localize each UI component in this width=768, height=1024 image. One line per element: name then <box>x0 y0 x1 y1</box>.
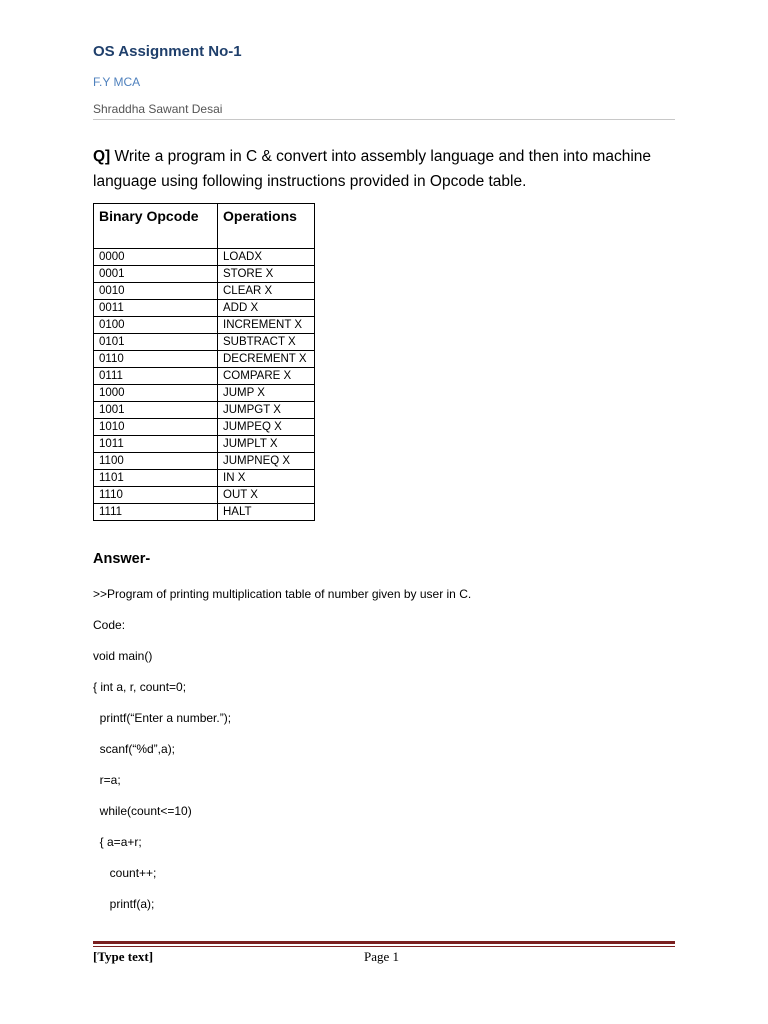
opcode-cell: 1111 <box>94 504 218 521</box>
code-line: void main() <box>93 649 153 663</box>
code-line: while(count<=10) <box>93 804 192 818</box>
operation-cell: HALT <box>218 504 315 521</box>
opcode-cell: 0000 <box>94 249 218 266</box>
code-label: Code: <box>93 618 126 632</box>
document-subtitle: F.Y MCA <box>93 75 141 89</box>
table-row <box>94 334 315 351</box>
page-number: Page 1 <box>364 949 400 964</box>
operation-cell: STORE X <box>218 266 315 283</box>
operation-cell: IN X <box>218 470 315 487</box>
operation-cell: INCREMENT X <box>218 317 315 334</box>
operation-cell: SUBTRACT X <box>218 334 315 351</box>
opcode-cell: 1010 <box>94 419 218 436</box>
column-header-operations: Operations <box>218 204 315 249</box>
opcode-cell: 1101 <box>94 470 218 487</box>
table-row <box>94 453 315 470</box>
answer-intro: >>Program of printing multiplication table of number given by user in C. <box>93 587 472 601</box>
table-row <box>94 402 315 419</box>
operation-cell: JUMPLT X <box>218 436 315 453</box>
opcode-cell: 0100 <box>94 317 218 334</box>
code-line: { int a, r, count=0; <box>93 680 187 694</box>
code-line: scanf(“%d”,a); <box>93 742 176 756</box>
document-author: Shraddha Sawant Desai <box>93 102 223 116</box>
question-text: Write a program in C & convert into assembly language and then into machine language using following instructions provided in Opcode table. <box>93 148 652 190</box>
opcode-table <box>93 203 315 521</box>
column-header-binary-opcode: Binary Opcode <box>94 204 218 249</box>
table-row <box>94 385 315 402</box>
operation-cell: JUMP X <box>218 385 315 402</box>
code-line: r=a; <box>93 773 121 787</box>
header-divider <box>93 119 675 120</box>
opcode-cell: 1011 <box>94 436 218 453</box>
operation-cell: OUT X <box>218 487 315 504</box>
code-line: printf(a); <box>93 897 155 911</box>
operation-cell: ADD X <box>218 300 315 317</box>
operation-cell: COMPARE X <box>218 368 315 385</box>
operation-cell: DECREMENT X <box>218 351 315 368</box>
code-line: { a=a+r; <box>93 835 142 849</box>
table-row <box>94 436 315 453</box>
operation-cell: CLEAR X <box>218 283 315 300</box>
opcode-table-header-row <box>94 204 315 249</box>
table-row <box>94 283 315 300</box>
opcode-cell: 0101 <box>94 334 218 351</box>
opcode-cell: 0110 <box>94 351 218 368</box>
code-line: count++; <box>93 866 157 880</box>
operation-cell: JUMPEQ X <box>218 419 315 436</box>
footer-divider-thick <box>93 941 675 944</box>
table-row <box>94 351 315 368</box>
table-row <box>94 317 315 334</box>
opcode-cell: 1110 <box>94 487 218 504</box>
opcode-cell: 0111 <box>94 368 218 385</box>
operation-cell: JUMPGT X <box>218 402 315 419</box>
table-row <box>94 300 315 317</box>
table-row <box>94 419 315 436</box>
question-label: Q] <box>93 148 111 165</box>
table-row <box>94 487 315 504</box>
footer-divider-thin <box>93 946 675 947</box>
table-row <box>94 266 315 283</box>
opcode-cell: 0010 <box>94 283 218 300</box>
footer-placeholder-text: [Type text] <box>93 949 154 964</box>
operation-cell: LOADX <box>218 249 315 266</box>
opcode-cell: 1000 <box>94 385 218 402</box>
operation-cell: JUMPNEQ X <box>218 453 315 470</box>
opcode-cell: 1100 <box>94 453 218 470</box>
opcode-cell: 1001 <box>94 402 218 419</box>
document-title: OS Assignment No-1 <box>93 43 242 60</box>
opcode-cell: 0011 <box>94 300 218 317</box>
code-line: printf(“Enter a number.”); <box>93 711 232 725</box>
table-row <box>94 504 315 521</box>
question-paragraph <box>93 144 683 194</box>
answer-heading: Answer- <box>93 551 151 567</box>
table-row <box>94 249 315 266</box>
table-row <box>94 470 315 487</box>
opcode-cell: 0001 <box>94 266 218 283</box>
table-row <box>94 368 315 385</box>
